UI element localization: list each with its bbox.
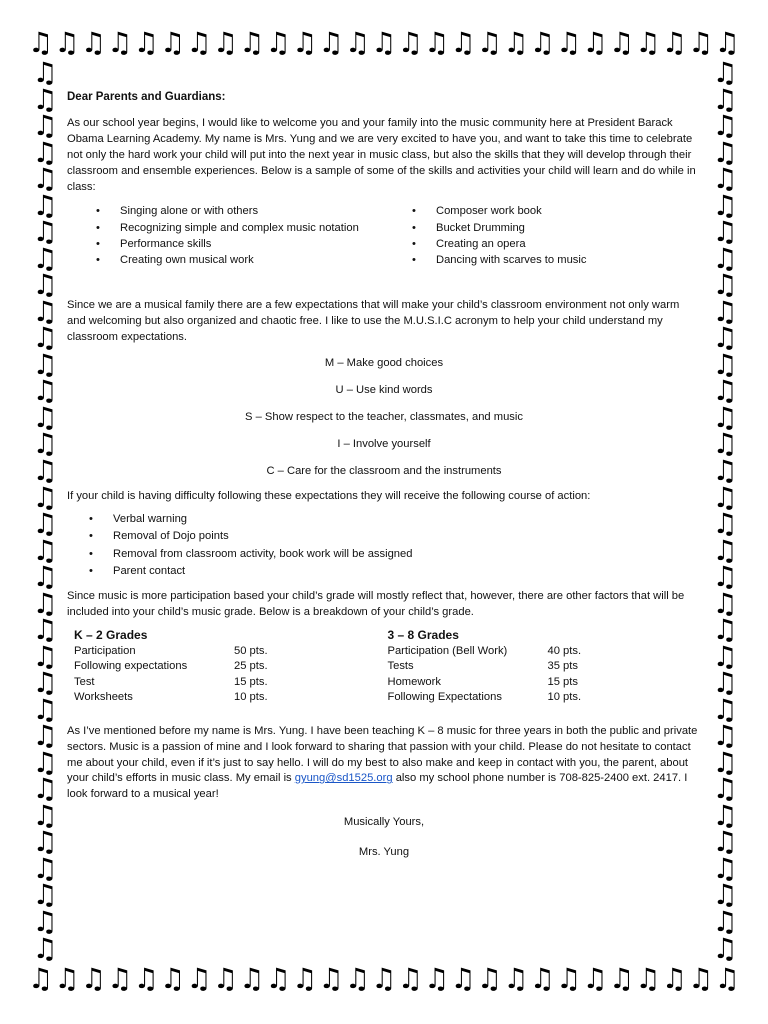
music-note-icon: ♫ [556, 962, 582, 995]
grade-points: 40 pts. [547, 644, 582, 657]
music-note-icon: ♫ [32, 188, 58, 222]
music-note-icon: ♫ [712, 719, 738, 753]
music-note-icon: ♫ [371, 26, 397, 59]
music-note-icon: ♫ [712, 427, 738, 461]
salutation: Dear Parents and Guardians: [67, 91, 226, 103]
music-note-icon: ♫ [32, 719, 58, 753]
table-row [74, 675, 388, 691]
grade-breakdown [74, 627, 701, 706]
signoff: Musically Yours, [343, 816, 425, 829]
grade-label: Participation [74, 644, 136, 657]
music-note-icon: ♫ [529, 962, 555, 995]
music-note-icon: ♫ [32, 215, 58, 249]
list-item: • Bucket Drumming [384, 220, 701, 236]
music-note-icon: ♫ [712, 241, 738, 275]
music-note-icon: ♫ [32, 533, 58, 567]
letter-body [67, 90, 701, 861]
grade-points: 35 pts [547, 660, 578, 673]
music-note-icon: ♫ [80, 26, 106, 59]
music-note-icon: ♫ [424, 962, 450, 995]
table-row [74, 659, 388, 675]
list-item: • Composer work book [384, 203, 701, 219]
music-note-icon: ♫ [265, 26, 291, 59]
music-note-icon: ♫ [529, 26, 555, 59]
grade-points: 10 pts. [547, 691, 582, 704]
music-acronym-list [67, 354, 701, 489]
music-note-icon: ♫ [371, 962, 397, 995]
music-note-icon: ♫ [476, 962, 503, 995]
consequence-paragraph: If your child is having difficulty following these expectations they will receive the following course of action: [67, 489, 591, 502]
skills-list [67, 203, 701, 268]
music-note-icon: ♫ [397, 962, 423, 995]
grade-points: 25 pts. [234, 660, 268, 673]
music-note-icon: ♫ [712, 639, 738, 673]
music-note-icon: ♫ [712, 347, 738, 381]
music-note-icon: ♫ [450, 962, 476, 995]
music-note-icon: ♫ [608, 26, 635, 59]
list-item: • Singing alone or with others [67, 203, 384, 219]
music-note-icon: ♫ [318, 962, 344, 995]
music-note-icon: ♫ [712, 798, 738, 832]
table-row [74, 644, 388, 660]
music-note-icon: ♫ [712, 533, 738, 567]
closing-paragraph [67, 724, 701, 804]
music-note-icon: ♫ [712, 294, 738, 328]
music-note-icon: ♫ [714, 962, 740, 995]
music-note-icon: ♫ [32, 109, 58, 143]
music-note-border-top [28, 26, 740, 60]
list-item: • Parent contact [67, 563, 701, 581]
music-note-icon: ♫ [712, 188, 738, 222]
music-note-icon: ♫ [133, 26, 159, 59]
music-note-icon: ♫ [32, 692, 58, 726]
music-note-icon: ♫ [712, 82, 738, 116]
list-item: • Removal of Dojo points [67, 528, 701, 546]
music-note-icon: ♫ [186, 962, 212, 995]
music-note-icon: ♫ [635, 962, 661, 995]
grade-label: Worksheets [74, 691, 133, 704]
music-note-icon: ♫ [54, 962, 80, 995]
music-note-icon: ♫ [32, 825, 58, 859]
closing-text-before-email: As I’ve mentioned before my name is Mrs. Yung. I have been teaching K – 8 music for three years in both the public and private sectors. Music is a passion of mine and I look forward to sharing that passion with your child. Please do not hesitate to contact me about your child, even if it’s just to say hello. I will do my best to also make and keep in contact with you, the parent, about your child’s efforts in music class. My email is [67, 724, 698, 785]
music-note-icon: ♫ [661, 26, 687, 59]
table-row [74, 690, 388, 706]
grades-k2-table [74, 627, 388, 706]
music-note-icon: ♫ [688, 26, 714, 59]
list-item: • Creating own musical work [67, 252, 384, 268]
grade-points: 50 pts. [234, 644, 268, 657]
music-note-icon: ♫ [712, 666, 738, 700]
music-note-icon: ♫ [32, 666, 58, 700]
expectations-paragraph: Since we are a musical family there are a few expectations that will make your child’s classroom environment not only warm and welcoming but also organized and chaotic free. I like to use the M.U.S.I.C acronym to help your child understand my classroom expectations. [67, 299, 680, 344]
music-note-icon: ♫ [712, 453, 738, 487]
music-note-border-left [28, 56, 62, 965]
list-item: • Creating an opera [384, 236, 701, 252]
table-row [388, 675, 702, 691]
music-note-icon: ♫ [32, 745, 58, 779]
music-note-icon: ♫ [318, 26, 344, 59]
music-note-icon: ♫ [424, 26, 450, 59]
music-note-icon: ♫ [714, 26, 740, 59]
grade-label: Tests [387, 660, 414, 673]
grades-38-heading: 3 – 8 Grades [387, 627, 459, 642]
music-note-border-right [708, 56, 742, 965]
grades-k2-heading: K – 2 Grades [74, 627, 148, 642]
music-note-icon: ♫ [32, 82, 58, 116]
grade-label: Test [74, 675, 95, 688]
list-item: • Verbal warning [67, 511, 701, 529]
grade-label: Following expectations [74, 660, 188, 673]
music-note-icon: ♫ [186, 26, 212, 59]
grade-points: 15 pts [547, 675, 578, 688]
closing-text-after-email: also my school phone number is 708-825-2400 ext. 2417. I look forward to a musical year! [67, 772, 688, 801]
music-note-icon: ♫ [32, 878, 58, 912]
music-note-icon: ♫ [32, 798, 58, 832]
music-note-icon: ♫ [32, 560, 58, 594]
music-note-icon: ♫ [292, 26, 318, 59]
music-note-icon: ♫ [32, 639, 58, 673]
music-note-icon: ♫ [582, 26, 608, 59]
music-note-icon: ♫ [712, 135, 738, 169]
music-note-icon: ♫ [397, 26, 423, 59]
music-note-icon: ♫ [239, 26, 265, 59]
music-note-icon: ♫ [292, 962, 318, 995]
music-note-icon: ♫ [32, 347, 58, 381]
music-note-icon: ♫ [160, 26, 186, 59]
intro-paragraph: As our school year begins, I would like to welcome you and your family into the music community here at President Barack Obama Learning Academy. My name is Mrs. Yung and we are very excited to have you, and want to take this time to celebrate not only the hard work your child will put into the next year in music class, but also the skills that they will develop through their classroom and ensemble experiences. Below is a sample of some of the skills and activities your child will learn and do while in class: [67, 116, 696, 193]
grades-38-table [388, 627, 702, 706]
music-note-icon: ♫ [28, 962, 54, 995]
music-note-icon: ♫ [32, 162, 58, 196]
acronym-item-s: S – Show respect to the teacher, classmates, and music [245, 410, 523, 423]
music-note-border-bottom [28, 962, 740, 996]
music-note-icon: ♫ [712, 745, 738, 779]
music-note-icon: ♫ [32, 241, 58, 275]
acronym-item-m: M – Make good choices [324, 356, 444, 369]
music-note-icon: ♫ [712, 586, 738, 620]
music-note-icon: ♫ [712, 162, 738, 196]
list-item: • Dancing with scarves to music [384, 252, 701, 268]
music-note-icon: ♫ [712, 507, 738, 541]
music-note-icon: ♫ [32, 268, 58, 302]
music-note-icon: ♫ [80, 962, 106, 995]
music-note-icon: ♫ [32, 613, 58, 647]
music-note-icon: ♫ [32, 905, 58, 938]
music-note-icon: ♫ [32, 772, 58, 806]
music-note-icon: ♫ [344, 26, 370, 59]
table-row [388, 659, 702, 675]
music-note-icon: ♫ [712, 825, 738, 859]
list-item: • Performance skills [67, 236, 384, 252]
music-note-icon: ♫ [32, 453, 58, 487]
music-note-icon: ♫ [32, 135, 58, 169]
music-note-icon: ♫ [712, 56, 738, 89]
acronym-item-c: C – Care for the classroom and the instruments [266, 464, 502, 477]
music-note-icon: ♫ [32, 507, 58, 541]
music-note-icon: ♫ [712, 931, 738, 965]
music-note-icon: ♫ [608, 962, 635, 995]
music-note-icon: ♫ [107, 26, 133, 59]
table-row [388, 644, 702, 660]
grade-label: Following Expectations [387, 691, 502, 704]
music-note-icon: ♫ [712, 480, 738, 514]
music-note-icon: ♫ [32, 586, 58, 620]
music-note-icon: ♫ [712, 878, 738, 912]
music-note-icon: ♫ [54, 26, 80, 59]
music-note-icon: ♫ [32, 480, 58, 514]
music-note-icon: ♫ [450, 26, 476, 59]
grade-label: Participation (Bell Work) [387, 644, 508, 657]
skills-list-left [67, 203, 384, 268]
music-note-icon: ♫ [503, 962, 529, 995]
music-note-icon: ♫ [107, 962, 133, 995]
music-note-icon: ♫ [712, 772, 738, 806]
list-item: • Removal from classroom activity, book work will be assigned [67, 546, 701, 564]
grading-paragraph: Since music is more participation based your child’s grade will mostly reflect that, however, there are other factors that will be included into your child’s music grade. Below is a breakdown of your child’s grade. [67, 589, 685, 618]
music-note-icon: ♫ [133, 962, 159, 995]
music-note-icon: ♫ [635, 26, 661, 59]
music-note-icon: ♫ [476, 26, 503, 59]
music-note-icon: ♫ [688, 962, 714, 995]
music-note-icon: ♫ [32, 321, 58, 355]
signature: Mrs. Yung [358, 846, 410, 859]
music-note-icon: ♫ [28, 26, 54, 59]
music-note-icon: ♫ [160, 962, 186, 995]
music-note-icon: ♫ [212, 962, 238, 995]
music-note-icon: ♫ [712, 321, 738, 355]
music-note-icon: ♫ [344, 962, 370, 995]
music-note-icon: ♫ [712, 560, 738, 594]
consequence-list [67, 511, 701, 581]
music-note-icon: ♫ [712, 692, 738, 726]
acronym-item-u: U – Use kind words [335, 383, 433, 396]
music-note-icon: ♫ [712, 905, 738, 938]
table-row [388, 690, 702, 706]
music-note-icon: ♫ [32, 56, 58, 89]
music-note-icon: ♫ [32, 374, 58, 408]
music-note-icon: ♫ [712, 268, 738, 302]
music-note-icon: ♫ [712, 215, 738, 249]
music-note-icon: ♫ [32, 427, 58, 461]
music-note-icon: ♫ [32, 294, 58, 328]
email-link[interactable]: gyung@sd1525.org [294, 772, 393, 785]
music-note-icon: ♫ [32, 400, 58, 434]
music-note-icon: ♫ [582, 962, 608, 995]
music-note-icon: ♫ [712, 109, 738, 143]
music-note-icon: ♫ [265, 962, 291, 995]
grade-points: 15 pts. [234, 675, 268, 688]
list-item: • Recognizing simple and complex music notation [67, 220, 384, 236]
music-note-icon: ♫ [503, 26, 529, 59]
music-note-icon: ♫ [212, 26, 238, 59]
music-note-icon: ♫ [32, 851, 58, 885]
music-note-icon: ♫ [712, 374, 738, 408]
music-note-icon: ♫ [556, 26, 582, 59]
skills-list-right [384, 203, 701, 268]
music-note-icon: ♫ [712, 613, 738, 647]
music-note-icon: ♫ [712, 851, 738, 885]
acronym-item-i: I – Involve yourself [337, 437, 431, 450]
music-note-icon: ♫ [712, 400, 738, 434]
grade-points: 10 pts. [234, 691, 268, 704]
music-note-icon: ♫ [239, 962, 265, 995]
music-note-icon: ♫ [32, 931, 58, 965]
music-note-icon: ♫ [661, 962, 687, 995]
grade-label: Homework [387, 675, 441, 688]
